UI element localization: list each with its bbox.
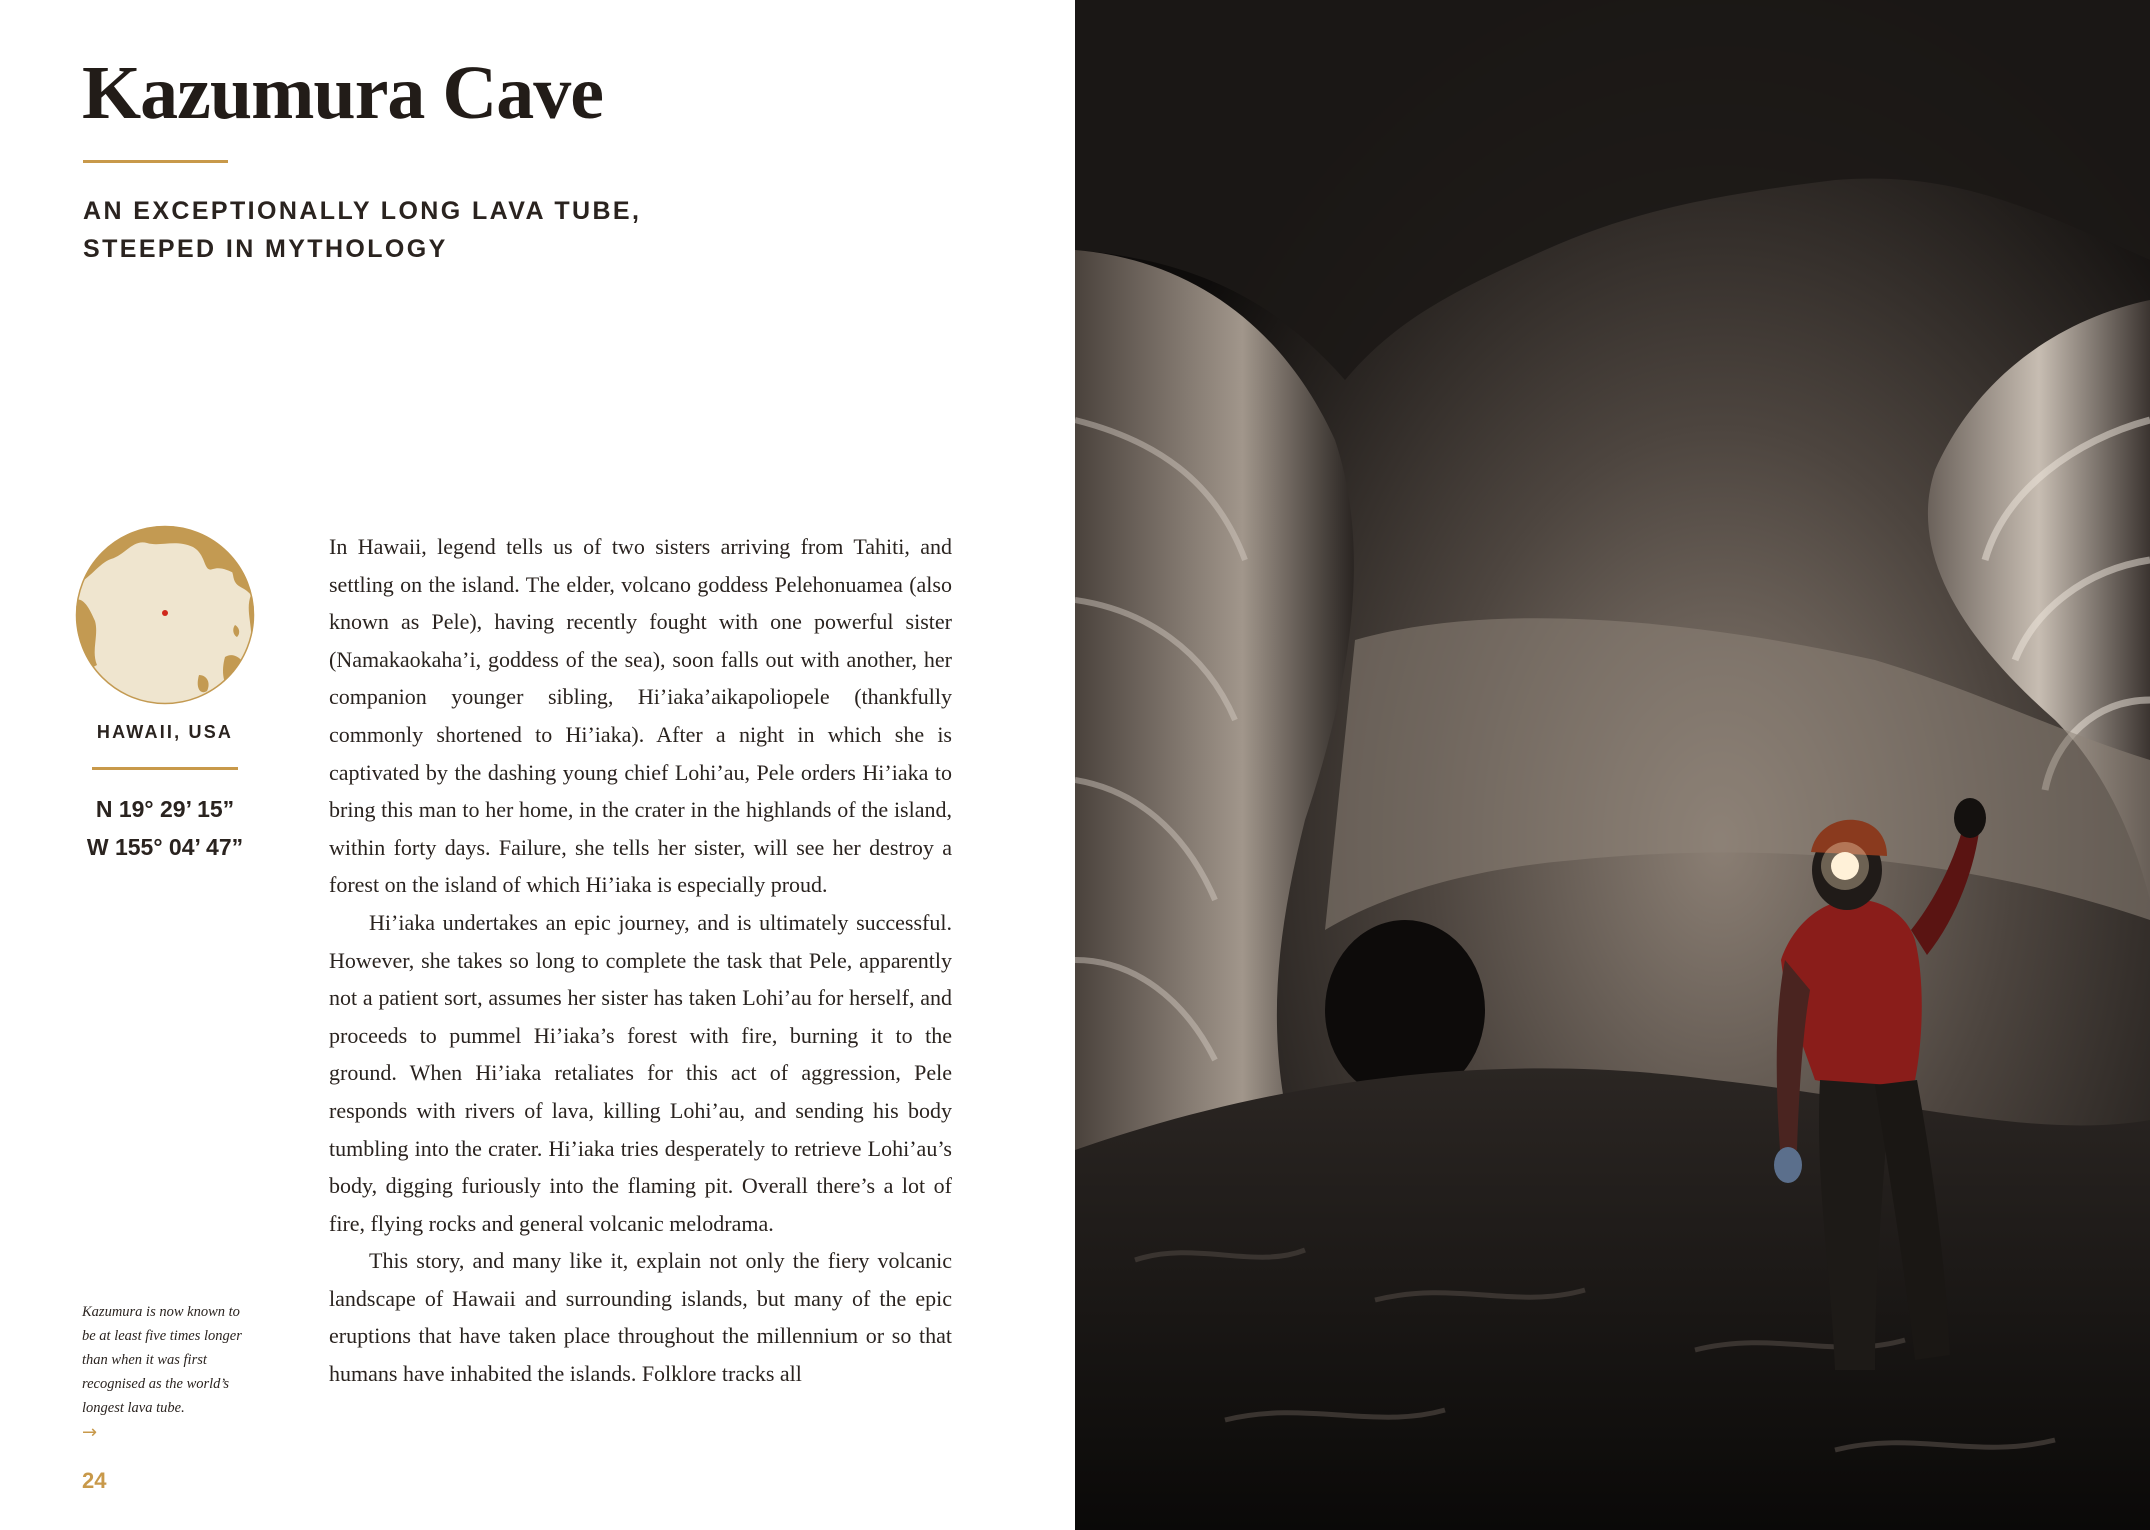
longitude: W 155° 04’ 47” (86, 834, 244, 860)
page-title: Kazumura Cave (82, 51, 604, 135)
paragraph: Hi’iaka undertakes an epic journey, and is ultimately successful. However, she takes so long to complete the task that Pele, apparently not a patient sort, assumes her sister has taken Lohi’au for herself, and proceeds to pummel Hi’iaka’s forest with fire, burning it to the ground. When Hi’iaka retaliates for this act of aggression, Pele responds with rivers of lava, killing Lohi’au, and sending his body tumbling into the crater. Hi’iaka tries desperately to retrieve Lohi’au’s body, digging furiously into the flaming pit. Overall there’s a lot of fire, flying rocks and general volcanic melodrama. (329, 909, 952, 1236)
subtitle (83, 192, 703, 268)
coordinates (60, 790, 270, 866)
location-rule (92, 767, 238, 770)
subtitle-line: AN EXCEPTIONALLY LONG LAVA TUBE, (83, 197, 642, 225)
location-marker (162, 610, 168, 616)
title-rule (83, 160, 228, 163)
cave-photo (1075, 0, 2150, 1530)
arrow-right-icon: → (82, 1422, 98, 1443)
latitude: N 19° 29’ 15” (95, 796, 235, 822)
paragraph: In Hawaii, legend tells us of two sisters arriving from Tahiti, and settling on the island. The elder, volcano goddess Pelehonuamea (also known as Pele), having recently fought with one powerful sister (Namakaokaha’i, goddess of the sea), soon falls out with another, her companion younger sibling, Hi’iaka’aikapoliopele (thankfully commonly shortened to Hi’iaka). After a night in which she is captivated by the dashing young chief Lohi’au, Pele orders Hi’iaka to bring this man to her home, in the crater in the highlands of the island, within forty days. Failure, she tells her sister, will see her destroy a forest on the island of which Hi’iaka is especially proud. (329, 534, 952, 898)
cave-illustration (1075, 0, 2150, 1530)
paragraph: This story, and many like it, explain not only the fiery volcanic landscape of Hawaii and surrounding islands, but many of the epic eruptions that have taken place throughout the millennium or so that humans have inhabited the islands. Folklore tracks all (329, 1248, 952, 1387)
subtitle-line: STEEPED IN MYTHOLOGY (83, 235, 448, 263)
page-number: 24 (82, 1468, 107, 1493)
globe-icon (75, 525, 255, 705)
caption: Kazumura is now known to be at least five times longer than when it was first recognised as the world’s longest lava tube. (82, 1304, 242, 1416)
body-text (329, 528, 952, 1393)
location-label: HAWAII, USA (96, 722, 234, 742)
